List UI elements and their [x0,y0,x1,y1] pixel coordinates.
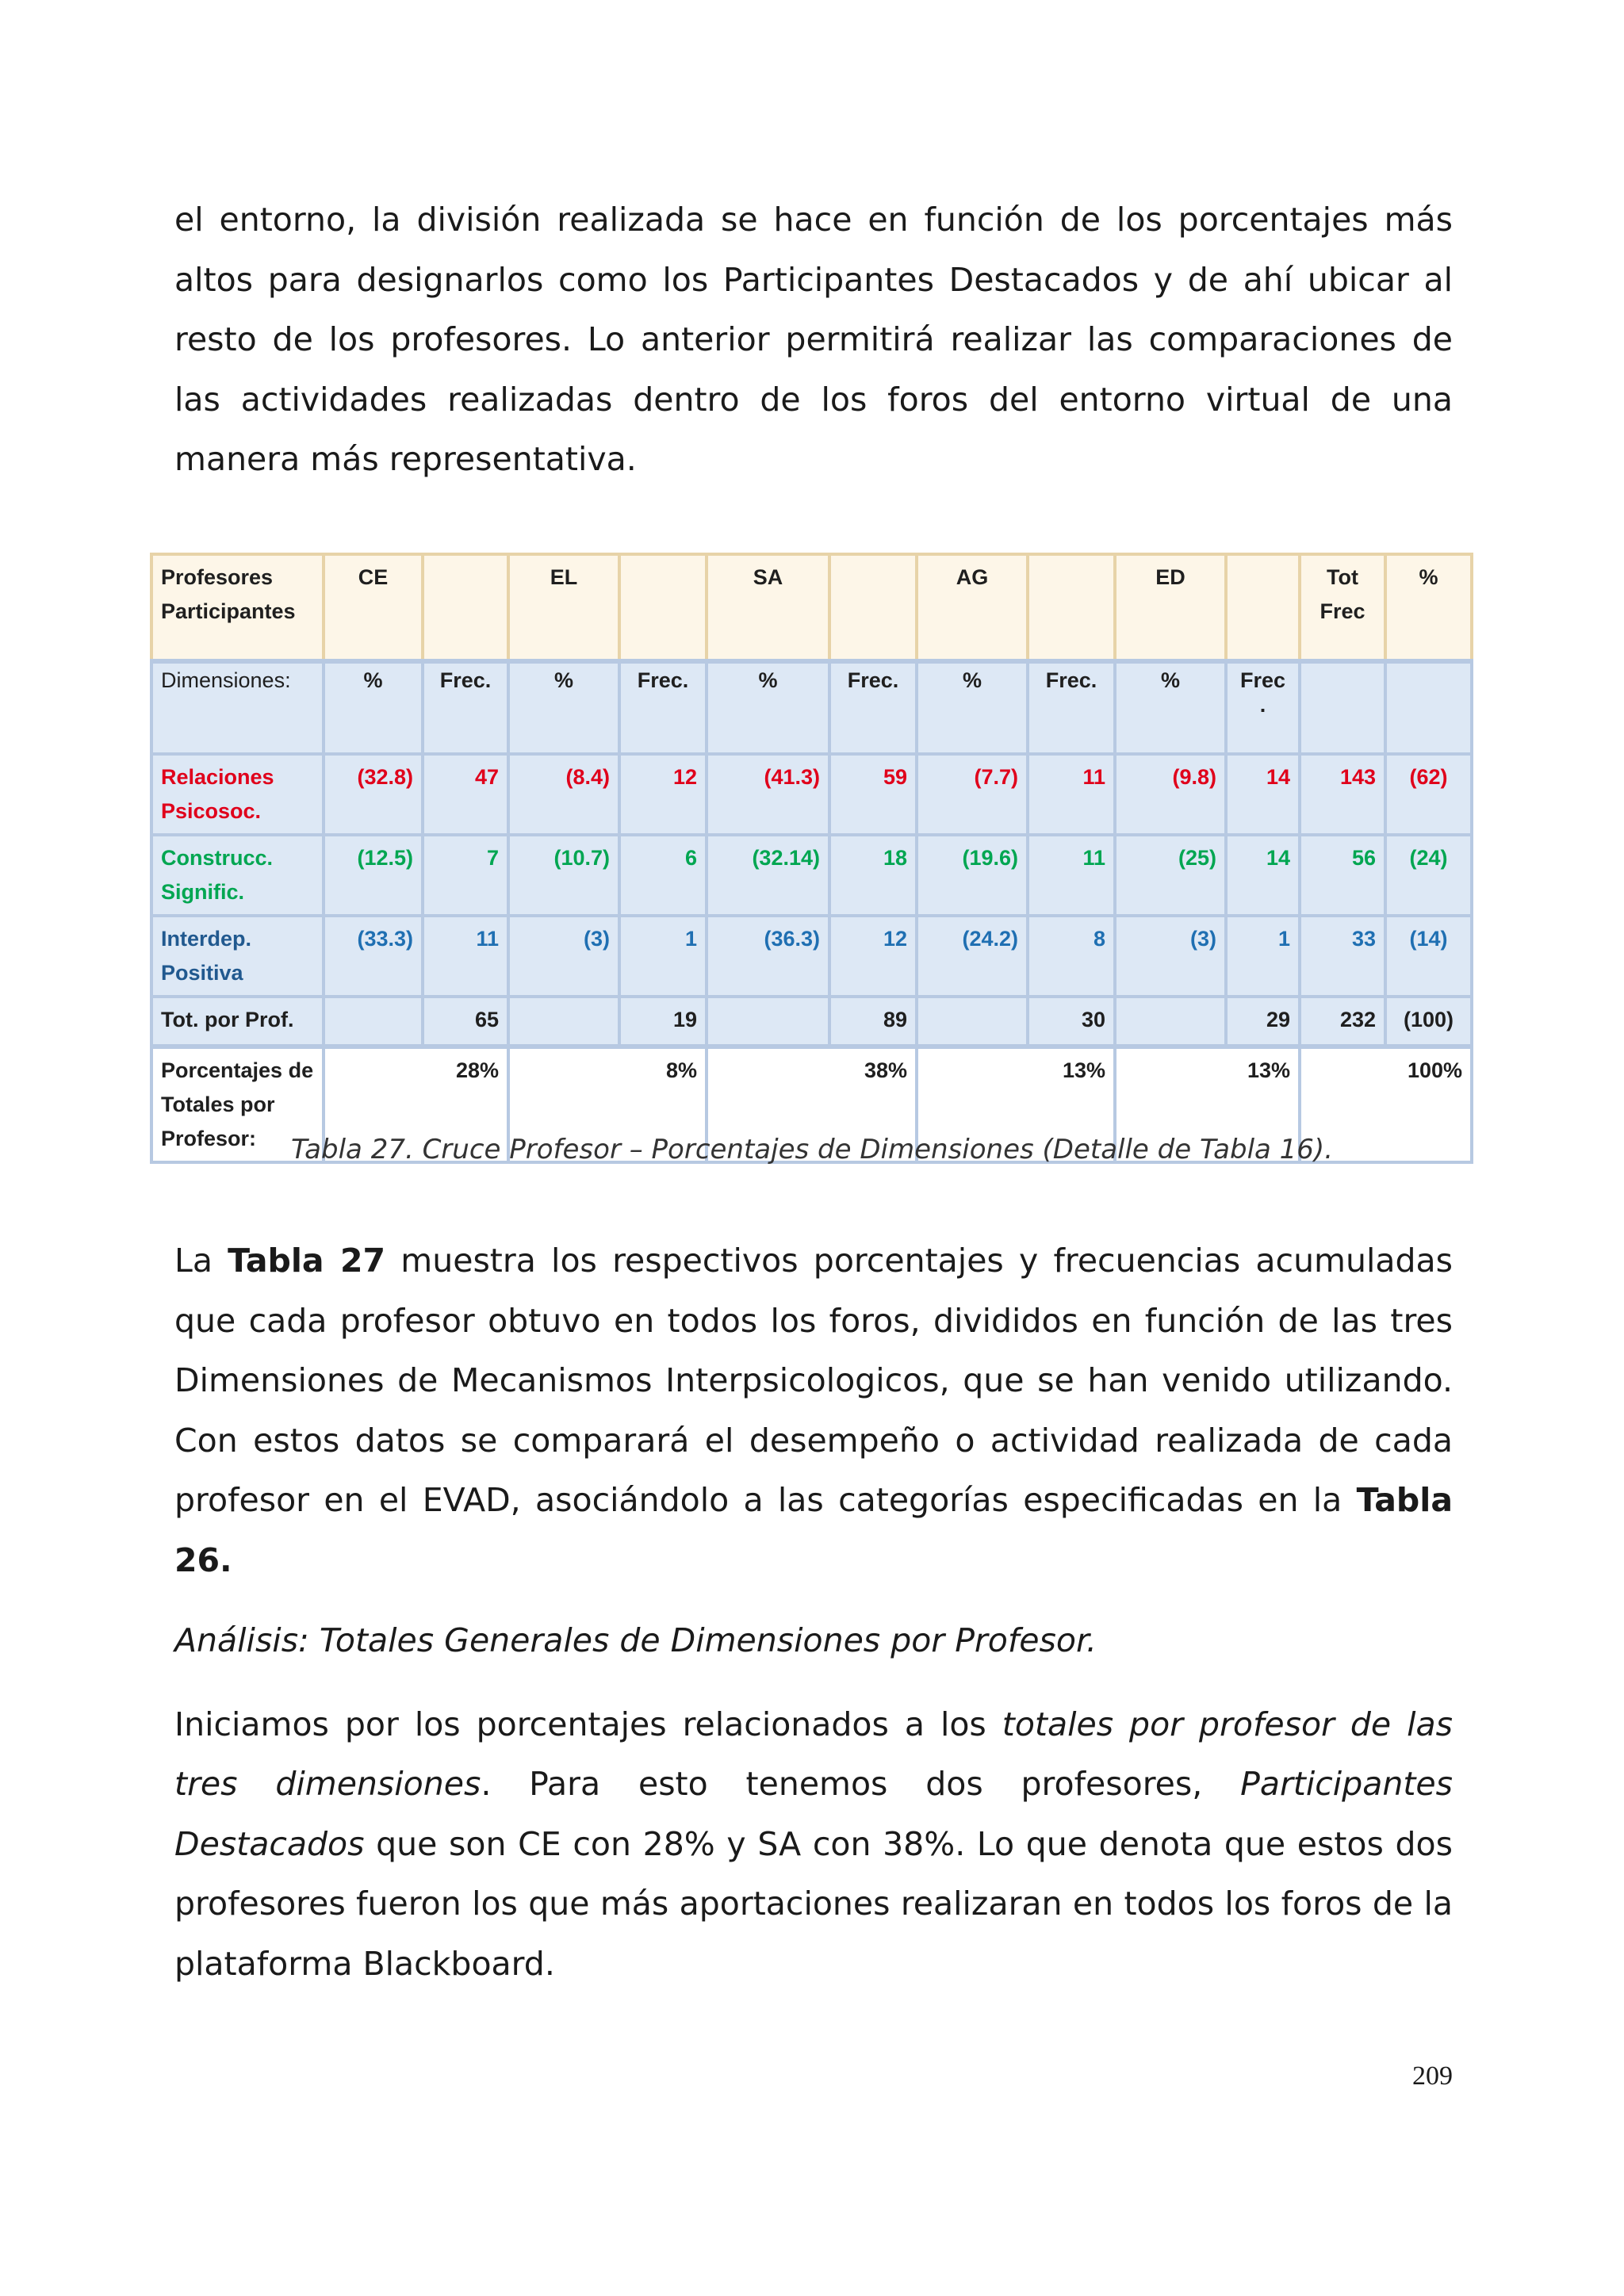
header-group [619,554,707,661]
table-cell: 59 [829,754,917,835]
table-cell: 89 [829,997,917,1047]
table-cell [1115,997,1226,1047]
sub-header-cell: Frec. [1028,661,1115,754]
text-run: Iniciamos por los porcentajes relacionados a los [174,1705,1002,1743]
header-group [1028,554,1115,661]
row-tot: 56 [1300,835,1385,916]
table-row-construcc [151,835,1472,916]
dimensions-table [150,553,1473,1164]
italic-run: Participantes Destacados [174,1765,1453,1863]
header-group [1226,554,1300,661]
table-cell: 12 [829,916,917,997]
table-cell [324,997,423,1047]
percent-cell: 13% [1115,1047,1300,1162]
header-row [151,554,1472,661]
row-label: Construcc. Signific. [151,835,324,916]
table-cell: (3) [1115,916,1226,997]
table-cell: (12.5) [324,835,423,916]
sub-header-cell: % [508,661,619,754]
table-caption: Tabla 27. Cruce Profesor – Porcentajes de Dimensiones (Detalle de Tabla 16). [290,1134,1333,1165]
sub-header-cell: Frec . [1226,661,1300,754]
table-cell: 6 [619,835,707,916]
paragraph-tabla-27 [174,1231,1453,1590]
table-row-relaciones [151,754,1472,835]
table-cell: 7 [423,835,508,916]
percent-cell: 8% [508,1047,707,1162]
row-pct: (24) [1385,835,1472,916]
sub-header-cell: Frec. [423,661,508,754]
sub-header-cell: Frec. [829,661,917,754]
bold-ref: Tabla 27 [228,1242,386,1280]
sub-header-empty [1385,661,1472,754]
table-cell: (24.2) [917,916,1028,997]
paragraph-analysis [174,1695,1453,1995]
row-pct: (62) [1385,754,1472,835]
percent-cell: 38% [707,1047,917,1162]
table-cell: (25) [1115,835,1226,916]
percent-cell: 28% [324,1047,508,1162]
table-cell: (3) [508,916,619,997]
row-label: Porcentajes de Totales por Profesor: [151,1047,324,1162]
text-run: . Para esto tenemos dos profesores, [481,1765,1241,1803]
table-cell: (41.3) [707,754,829,835]
table-cell: (36.3) [707,916,829,997]
text-run: muestra los respectivos porcentajes y frecuencias acumuladas que cada profesor obtuvo en todos los foros, divididos en función de las tres Dimensiones de Mecanismos Interpsicologicos, que se han venido utilizando. Con estos datos se comparará el desempeño o actividad realizada de cada profesor en el EVAD, asociándolo a las categorías especificadas en la [174,1242,1454,1519]
table-row-total [151,997,1472,1047]
header-group: SA [707,554,829,661]
sub-header-cell: % [917,661,1028,754]
table-cell: 1 [619,916,707,997]
row-label: Relaciones Psicosoc. [151,754,324,835]
table-cell: (9.8) [1115,754,1226,835]
row-pct: (14) [1385,916,1472,997]
table-cell: (10.7) [508,835,619,916]
table-cell: (19.6) [917,835,1028,916]
table-cell: 47 [423,754,508,835]
table-cell: 11 [423,916,508,997]
sub-header-cell: Frec. [619,661,707,754]
header-first: Profesores Participantes [151,554,324,661]
table-cell [508,997,619,1047]
sub-header-cell: % [1115,661,1226,754]
table-cell: 18 [829,835,917,916]
intro-paragraph: el entorno, la división realizada se hace en función de los porcentajes más altos para designarlos como los Participantes Destacados y de ahí ubicar al resto de los profesores. Lo anterior permitirá realizar las comparaciones de las actividades realizadas dentro de los foros del entorno virtual de una manera más representativa. [174,201,1453,478]
header-group: CE [324,554,423,661]
sub-header-first: Dimensiones: [151,661,324,754]
sub-header-cell: % [707,661,829,754]
percent-total: 100% [1300,1047,1472,1162]
bold-ref: Tabla 26. [174,1481,1453,1579]
table-cell: 14 [1226,754,1300,835]
table-cell: (33.3) [324,916,423,997]
row-label: Tot. por Prof. [151,997,324,1047]
header-group: ED [1115,554,1226,661]
percent-cell: 13% [917,1047,1115,1162]
header-pct: % [1385,554,1472,661]
header-tot: Tot Frec [1300,554,1385,661]
italic-run: totales por profesor de las tres dimensiones [174,1705,1453,1803]
header-group [423,554,508,661]
row-tot: 143 [1300,754,1385,835]
dimensions-table-wrap [150,553,1470,1164]
sub-header-cell: % [324,661,423,754]
table-cell: 12 [619,754,707,835]
table-cell: (8.4) [508,754,619,835]
sub-header-empty [1300,661,1385,754]
page-number: 209 [1412,2061,1453,2091]
text-run: La [174,1242,228,1280]
sub-header-row [151,661,1472,754]
row-tot: 232 [1300,997,1385,1047]
lower-body [174,1231,1453,1994]
table-cell: (7.7) [917,754,1028,835]
row-label: Interdep. Positiva [151,916,324,997]
text-run: que son CE con 28% y SA con 38%. Lo que denota que estos dos profesores fueron los que más aportaciones realizaran en todos los foros de la plataforma Blackboard. [174,1824,1453,1983]
header-group: AG [917,554,1028,661]
row-pct: (100) [1385,997,1472,1047]
table-cell: (32.14) [707,835,829,916]
table-row-interdep [151,916,1472,997]
header-group: EL [508,554,619,661]
table-cell: 29 [1226,997,1300,1047]
row-tot: 33 [1300,916,1385,997]
table-cell: 11 [1028,754,1115,835]
table-cell: 1 [1226,916,1300,997]
table-cell: 14 [1226,835,1300,916]
table-cell: 30 [1028,997,1115,1047]
table-cell: 19 [619,997,707,1047]
header-group [829,554,917,661]
table-cell [707,997,829,1047]
table-cell: 65 [423,997,508,1047]
table-cell: 11 [1028,835,1115,916]
table-cell [917,997,1028,1047]
page-body [174,190,1453,490]
section-heading: Análisis: Totales Generales de Dimensiones por Profesor. [174,1621,1097,1659]
table-cell: (32.8) [324,754,423,835]
table-cell: 8 [1028,916,1115,997]
